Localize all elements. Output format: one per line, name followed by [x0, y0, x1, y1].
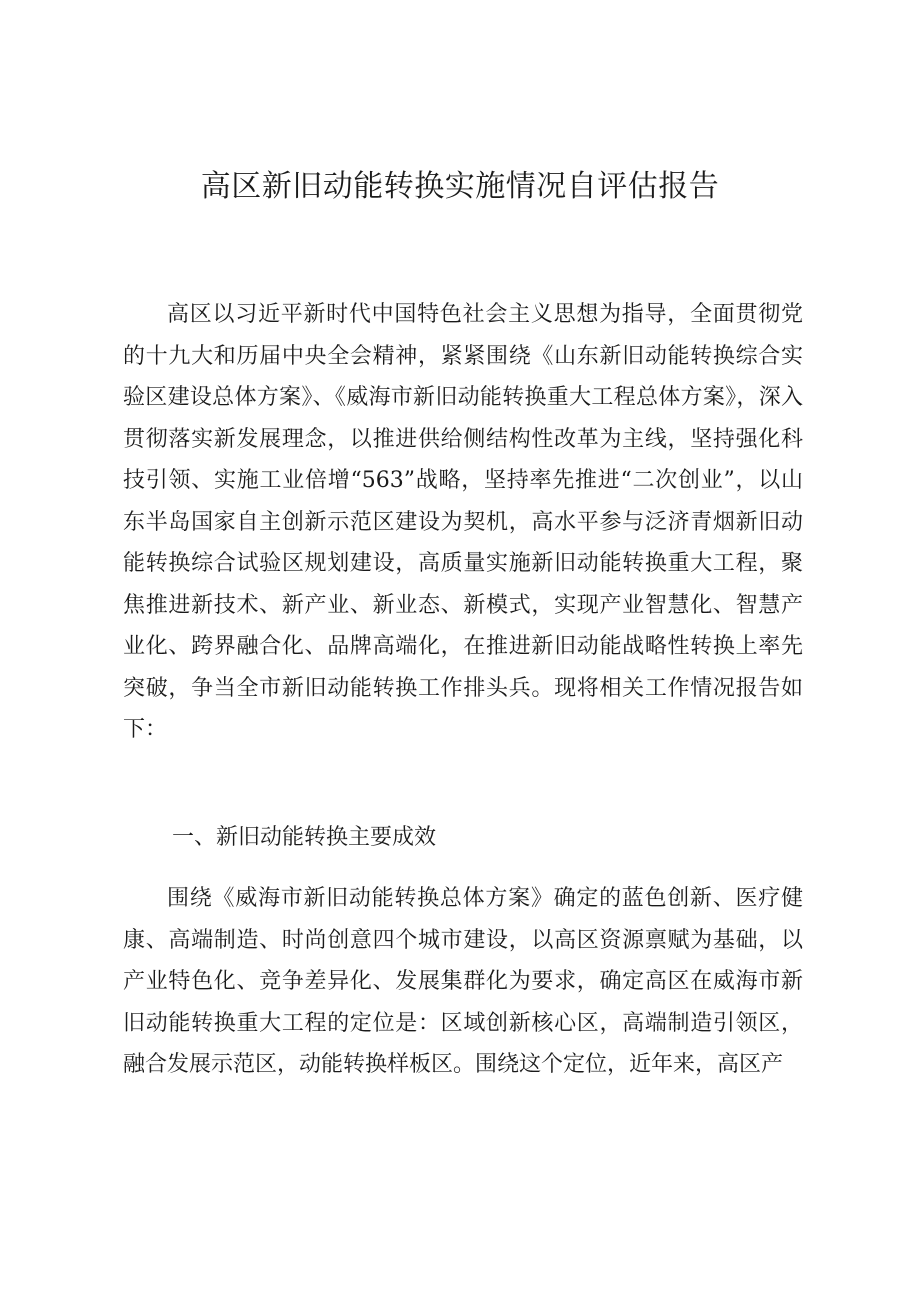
- intro-paragraph: 高区以习近平新时代中国特色社会主义思想为指导，全面贯彻党的十九大和历届中央全会精神，紧紧围绕《山东新旧动能转换综合实验区建设总体方案》、《威海市新旧动能转换重大工程总体方案》，深入贯彻落实新发展理念，以推进供给侧结构性改革为主线，坚持强化科技引领、实施工业倍增“563”战略，坚持率先推进“二次创业”，以山东半岛国家自主创新示范区建设为契机，高水平参与泛济青烟新旧动能转换综合试验区规划建设，高质量实施新旧动能转换重大工程，聚焦推进新技术、新产业、新业态、新模式，实现产业智慧化、智慧产业化、跨界融合化、品牌高端化，在推进新旧动能战略性转换上率先突破，争当全市新旧动能转换工作排头兵。现将相关工作情况报告如下：: [123, 302, 803, 742]
- document-title: 高区新旧动能转换实施情况自评估报告: [200, 169, 720, 204]
- section-heading: 一、新旧动能转换主要成效: [172, 825, 437, 850]
- section-paragraph: 围绕《威海市新旧动能转换总体方案》确定的蓝色创新、医疗健康、高端制造、时尚创意四个城市建设，以高区资源禀赋为基础，以产业特色化、竞争差异化、发展集群化为要求，确定高区在威海市新旧动能转换重大工程的定位是：区域创新核心区，高端制造引领区，融合发展示范区，动能转换样板区。围绕这个定位，近年来，高区产: [123, 886, 803, 1077]
